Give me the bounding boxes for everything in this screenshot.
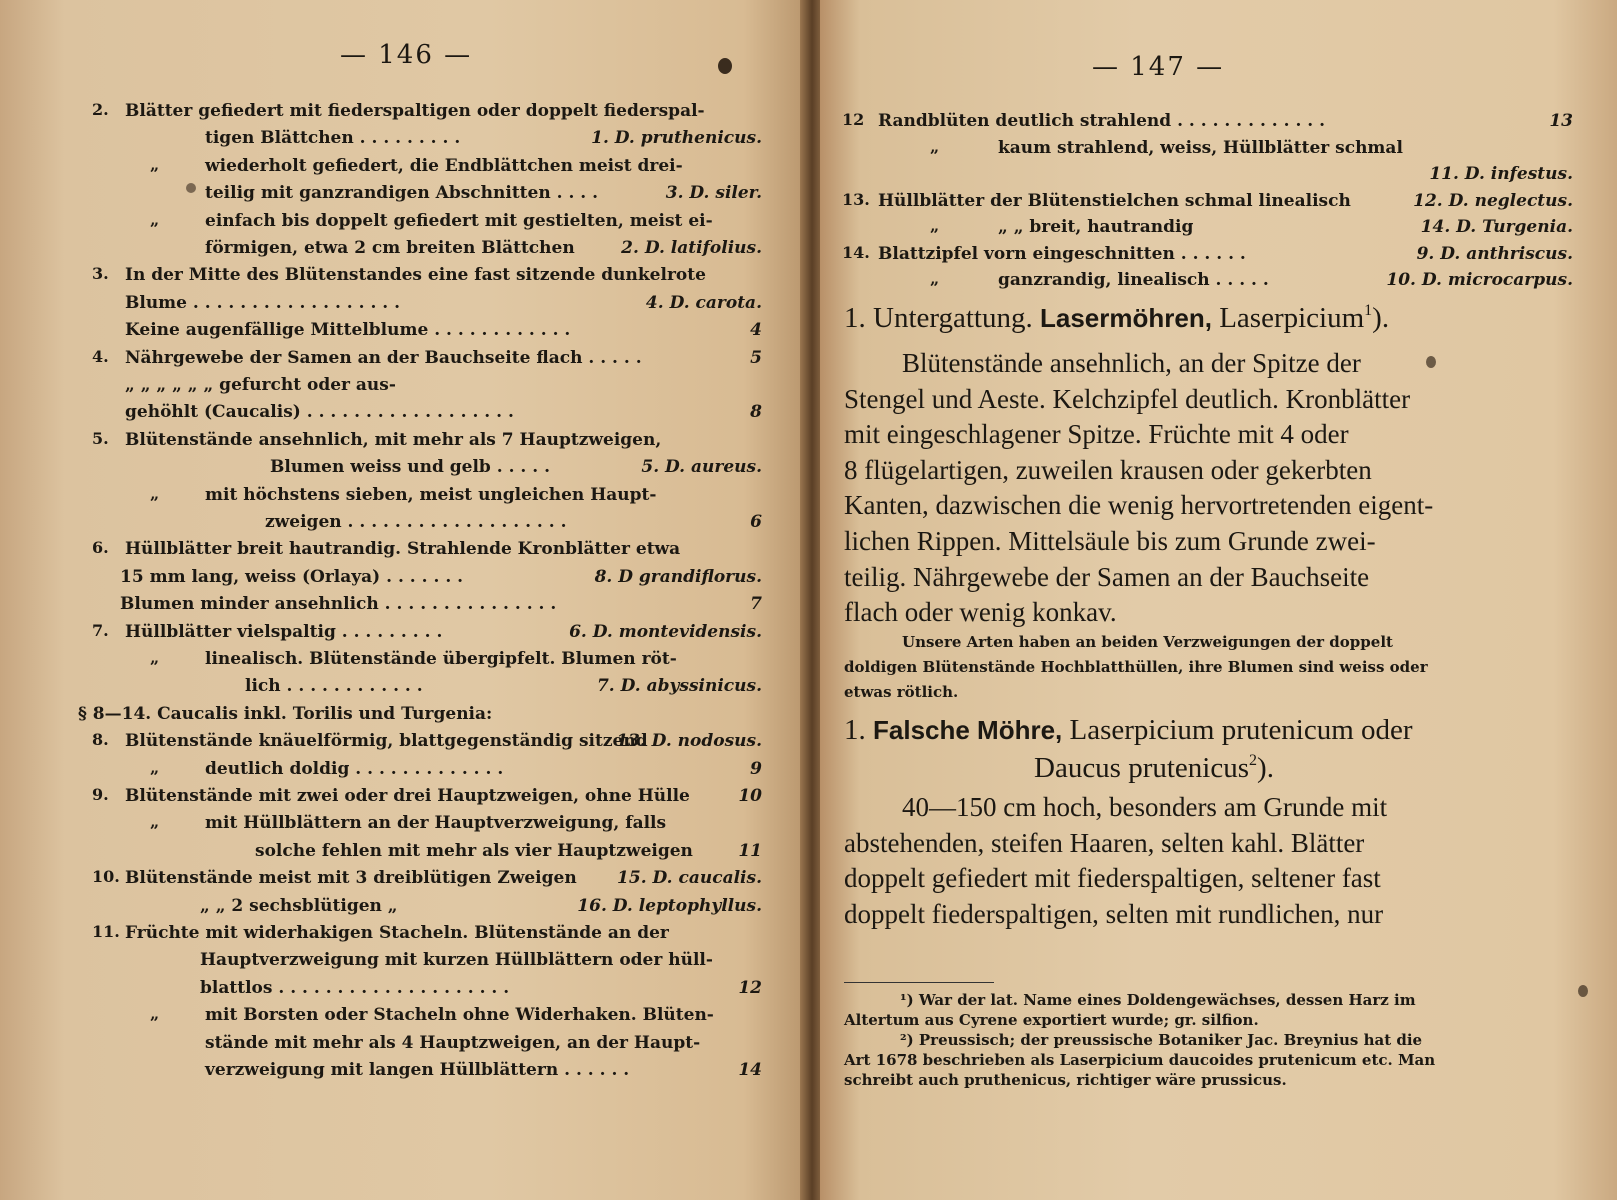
key-reference: 5 bbox=[750, 347, 762, 368]
key-number: 5. bbox=[92, 428, 109, 448]
key-reference: 9. D. anthriscus. bbox=[1416, 243, 1573, 264]
key-reference: 13. D. nodosus. bbox=[616, 731, 762, 752]
key-line: Nährgewebe der Samen an der Bauchseite flach . . . . . bbox=[125, 347, 642, 368]
species-heading-line2: Daucus prutenicus$^2$). bbox=[1034, 752, 1274, 784]
description-line: teilig. Nährgewebe der Samen an der Bauchseite bbox=[844, 561, 1370, 592]
key-reference: 8 bbox=[750, 402, 762, 423]
key-line: Blütenstände mit zwei oder drei Hauptzweigen, ohne Hülle bbox=[125, 786, 690, 806]
key-number: 12 bbox=[842, 110, 865, 129]
right-page bbox=[820, 0, 1617, 1200]
key-line: solche fehlen mit mehr als vier Hauptzweigen bbox=[255, 840, 693, 861]
key-line: In der Mitte des Blütenstandes eine fast sitzende dunkelrote bbox=[125, 265, 706, 286]
species-description-line: doppelt gefiedert mit fiederspaltigen, seltener fast bbox=[844, 863, 1381, 894]
subgenus-heading: 1. Untergattung. Lasermöhren, Laserpicium$^1$). bbox=[844, 302, 1390, 334]
key-line: Keine augenfällige Mittelblume . . . . . . . . . . . . bbox=[125, 320, 571, 341]
key-line: ganzrandig, linealisch . . . . . bbox=[998, 270, 1269, 290]
stain-spot bbox=[1578, 985, 1588, 997]
species-heading: 1. Falsche Möhre, Laserpicium prutenicum oder bbox=[844, 714, 1413, 746]
key-reference: 10. D. microcarpus. bbox=[1386, 270, 1573, 290]
key-number: 10. bbox=[92, 867, 120, 887]
key-line: „ „ breit, hautrandig bbox=[998, 217, 1194, 237]
key-reference: 9 bbox=[750, 758, 762, 779]
key-line: Blume . . . . . . . . . . . . . . . . . . bbox=[125, 292, 401, 313]
key-number: 6. bbox=[92, 538, 109, 558]
species-name-bold: Falsche Möhre, bbox=[873, 715, 1063, 745]
key-number: 9. bbox=[92, 785, 109, 804]
key-number: „ bbox=[150, 483, 160, 503]
key-line: Hüllblätter breit hautrandig. Strahlende Kronblätter etwa bbox=[125, 539, 681, 560]
key-reference: 8. D grandiflorus. bbox=[594, 566, 762, 587]
stain-spot bbox=[718, 58, 732, 74]
key-line: kaum strahlend, weiss, Hüllblätter schmal bbox=[998, 137, 1403, 158]
key-line: verzweigung mit langen Hüllblättern . . . . . . bbox=[205, 1060, 630, 1080]
key-line: einfach bis doppelt gefiedert mit gestielten, meist ei- bbox=[205, 210, 713, 231]
key-reference: 11. D. infestus. bbox=[1429, 164, 1573, 184]
key-reference: 14. D. Turgenia. bbox=[1420, 217, 1573, 237]
key-line: Blütenstände ansehnlich, mit mehr als 7 Hauptzweigen, bbox=[125, 429, 662, 450]
key-line: blattlos . . . . . . . . . . . . . . . . . . . . bbox=[200, 977, 510, 998]
key-reference: 6 bbox=[750, 512, 762, 532]
key-reference: 13 bbox=[1549, 111, 1573, 131]
key-line: „ „ 2 sechsblütigen „ bbox=[200, 895, 398, 916]
key-line: Hauptverzweigung mit kurzen Hüllblättern oder hüll- bbox=[200, 950, 713, 971]
key-line: Blumen minder ansehnlich . . . . . . . . . . . . . . . bbox=[120, 594, 557, 615]
key-line: deutlich doldig . . . . . . . . . . . . . bbox=[205, 758, 504, 779]
key-number: 8. bbox=[92, 730, 109, 750]
description-line: mit eingeschlagener Spitze. Früchte mit 4 oder bbox=[844, 419, 1349, 450]
key-reference: 12 bbox=[738, 977, 762, 998]
key-number: „ bbox=[930, 269, 940, 288]
key-line: 15 mm lang, weiss (Orlaya) . . . . . . . bbox=[120, 566, 464, 587]
key-number: 7. bbox=[92, 620, 109, 640]
key-number: 11. bbox=[92, 922, 120, 941]
page-number-right: — 147 — bbox=[1092, 52, 1225, 82]
key-reference: 10 bbox=[738, 786, 762, 806]
key-number: „ bbox=[150, 812, 160, 832]
key-reference: 15. D. caucalis. bbox=[617, 868, 762, 889]
key-number: „ bbox=[150, 1004, 160, 1024]
key-line: lich . . . . . . . . . . . . bbox=[245, 676, 423, 697]
footnote-line: ¹) War der lat. Name eines Doldengewächses, dessen Harz im bbox=[900, 991, 1416, 1009]
key-reference: 1. D. pruthenicus. bbox=[591, 128, 762, 149]
description-line: Kanten, dazwischen die wenig hervortretenden eigent- bbox=[844, 490, 1434, 521]
subgenus-name-bold: Lasermöhren, bbox=[1040, 303, 1212, 333]
note-line: doldigen Blütenstände Hochblatthüllen, ihre Blumen sind weiss oder bbox=[844, 658, 1428, 676]
footnote-line: Art 1678 beschrieben als Laserpicium daucoides prutenicum etc. Man bbox=[844, 1051, 1436, 1069]
note-line: Unsere Arten haben an beiden Verzweigungen der doppelt bbox=[902, 633, 1393, 651]
key-number: „ bbox=[150, 209, 160, 229]
page-number-left: — 146 — bbox=[340, 40, 473, 70]
key-line: wiederholt gefiedert, die Endblättchen meist drei- bbox=[205, 155, 683, 176]
key-reference: 7 bbox=[750, 594, 762, 615]
key-number: „ bbox=[930, 136, 940, 156]
key-number: 3. bbox=[92, 264, 109, 284]
key-reference: 4. D. carota. bbox=[645, 292, 762, 313]
key-line: förmigen, etwa 2 cm breiten Blättchen bbox=[205, 238, 575, 258]
key-line: tigen Blättchen . . . . . . . . . bbox=[205, 128, 461, 149]
note-line: etwas rötlich. bbox=[844, 683, 959, 701]
key-line: Blütenstände knäuelförmig, blattgegenständig sitzend bbox=[125, 731, 648, 752]
footnote-line: ²) Preussisch; der preussische Botaniker Jac. Breynius hat die bbox=[900, 1031, 1423, 1049]
key-reference: 7. D. abyssinicus. bbox=[596, 676, 762, 697]
key-number: 14. bbox=[842, 242, 870, 262]
key-line: linealisch. Blütenstände übergipfelt. Blumen röt- bbox=[205, 649, 677, 669]
key-reference: 4 bbox=[750, 320, 762, 341]
footnote-line: Altertum aus Cyrene exportiert wurde; gr. silfion. bbox=[844, 1011, 1259, 1029]
key-line: zweigen . . . . . . . . . . . . . . . . . . . bbox=[265, 512, 567, 532]
description-line: flach oder wenig konkav. bbox=[844, 597, 1117, 628]
stain-spot bbox=[1426, 356, 1436, 368]
key-line: stände mit mehr als 4 Hauptzweigen, an der Haupt- bbox=[205, 1032, 701, 1053]
key-line: „ „ „ „ „ „ gefurcht oder aus- bbox=[125, 375, 396, 395]
species-description-line: doppelt fiederspaltigen, selten mit rundlichen, nur bbox=[844, 898, 1384, 929]
species-description-line: abstehenden, steifen Haaren, selten kahl. Blätter bbox=[844, 827, 1365, 858]
key-number: „ bbox=[150, 648, 160, 667]
key-reference: 5. D. aureus. bbox=[641, 457, 762, 478]
key-line: Blattzipfel vorn eingeschnitten . . . . . . bbox=[878, 243, 1246, 264]
key-line: Früchte mit widerhakigen Stacheln. Blütenstände an der bbox=[125, 923, 669, 943]
key-reference: 2. D. latifolius. bbox=[621, 238, 762, 258]
key-number: „ bbox=[150, 757, 160, 777]
key-number: 4. bbox=[92, 346, 109, 366]
footnote-rule bbox=[844, 982, 994, 983]
description-line: lichen Rippen. Mittelsäule bis zum Grunde zwei- bbox=[844, 526, 1376, 556]
key-line: teilig mit ganzrandigen Abschnitten . . . . bbox=[205, 183, 599, 204]
key-number: 2. bbox=[92, 100, 109, 119]
footnote-line: schreibt auch pruthenicus, richtiger wäre prussicus. bbox=[844, 1071, 1287, 1089]
key-line: gehöhlt (Caucalis) . . . . . . . . . . . . . . . . . . bbox=[125, 402, 514, 423]
description-line: Blütenstände ansehnlich, an der Spitze der bbox=[902, 348, 1361, 378]
key-line: § 8—14. Caucalis inkl. Torilis und Turgenia: bbox=[78, 703, 493, 724]
key-number: „ bbox=[930, 216, 940, 235]
key-line: Randblüten deutlich strahlend . . . . . . . . . . . . . bbox=[878, 111, 1326, 131]
key-reference: 12. D. neglectus. bbox=[1413, 190, 1573, 211]
key-line: mit Hüllblättern an der Hauptverzweigung, falls bbox=[205, 813, 667, 834]
key-reference: 16. D. leptophyllus. bbox=[577, 895, 762, 916]
key-line: Blütenstände meist mit 3 dreiblütigen Zweigen bbox=[125, 868, 577, 889]
key-line: Hüllblätter der Blütenstielchen schmal linealisch bbox=[878, 190, 1351, 211]
description-line: 8 flügelartigen, zuweilen krausen oder gekerbten bbox=[844, 454, 1372, 485]
key-reference: 11 bbox=[738, 840, 762, 861]
key-reference: 3. D. siler. bbox=[665, 183, 762, 204]
key-line: mit Borsten oder Stacheln ohne Widerhaken. Blüten- bbox=[205, 1005, 714, 1026]
key-number: „ bbox=[150, 154, 160, 174]
key-line: mit höchstens sieben, meist ungleichen Haupt- bbox=[205, 484, 657, 505]
key-reference: 14 bbox=[738, 1060, 762, 1080]
key-reference: 6. D. montevidensis. bbox=[569, 621, 762, 642]
key-line: Hüllblätter vielspaltig . . . . . . . . . bbox=[125, 621, 443, 642]
description-line: Stengel und Aeste. Kelchzipfel deutlich. Kronblätter bbox=[844, 383, 1411, 414]
species-description-line: 40—150 cm hoch, besonders am Grunde mit bbox=[902, 792, 1388, 822]
key-number: 13. bbox=[842, 189, 870, 209]
key-line: Blätter gefiedert mit fiederspaltigen oder doppelt fiederspal- bbox=[125, 101, 705, 121]
key-line: Blumen weiss und gelb . . . . . bbox=[270, 457, 550, 478]
left-page bbox=[0, 0, 808, 1200]
stain-spot bbox=[186, 183, 196, 193]
